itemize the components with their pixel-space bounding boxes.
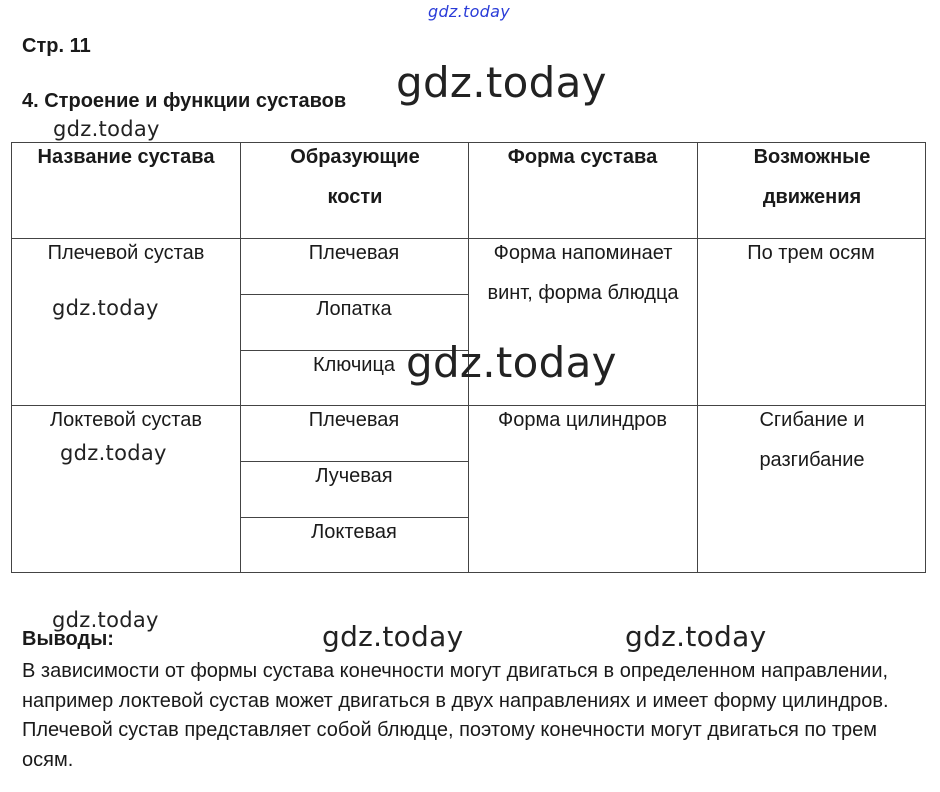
watermark: gdz.today — [52, 296, 159, 320]
header-shape: Форма сустава — [507, 146, 658, 168]
joint-name-cell: Локтевой сустав — [50, 409, 202, 431]
joint-name-cell: Плечевой сустав — [47, 242, 205, 264]
bone-cell: Плечевая — [308, 242, 400, 264]
bone-cell: Плечевая — [308, 409, 400, 431]
bone-cell: Локтевая — [311, 521, 397, 543]
section-title: 4. Строение и функции суставов — [22, 90, 347, 112]
watermark: gdz.today — [406, 338, 617, 387]
shape-cell: Форма цилиндров — [498, 409, 667, 431]
header-movements: Возможные движения — [753, 146, 871, 208]
conclusions-text: В зависимости от формы сустава конечности могут двигаться в определенном направлении, например локтевой сустав может двигаться в двух направлениях и имеет форму цилиндров. Плечевой сустав представляет собой блюдце, поэтому конечности могут двигаться по трем осям. — [22, 660, 889, 771]
watermark: gdz.today — [396, 58, 607, 107]
header-bones: Образующие кости — [290, 146, 420, 208]
watermark: gdz.today — [53, 117, 160, 141]
watermark: gdz.today — [428, 2, 510, 21]
watermark: gdz.today — [322, 620, 464, 653]
conclusions-label: Выводы: — [22, 628, 114, 650]
watermark: gdz.today — [625, 620, 767, 653]
shape-cell: Форма напоминает винт, форма блюдца — [487, 242, 679, 304]
page-label: Стр. 11 — [22, 35, 91, 57]
column-divider — [697, 143, 698, 572]
watermark: gdz.today — [52, 608, 159, 632]
watermark: gdz.today — [60, 441, 167, 465]
bone-cell: Лопатка — [316, 298, 392, 320]
bone-cell: Ключица — [312, 354, 396, 376]
movements-cell: Сгибание и разгибание — [759, 409, 865, 471]
bone-cell: Лучевая — [315, 465, 393, 487]
movements-cell: По трем осям — [747, 242, 875, 264]
header-joint-name: Название сустава — [37, 146, 215, 168]
